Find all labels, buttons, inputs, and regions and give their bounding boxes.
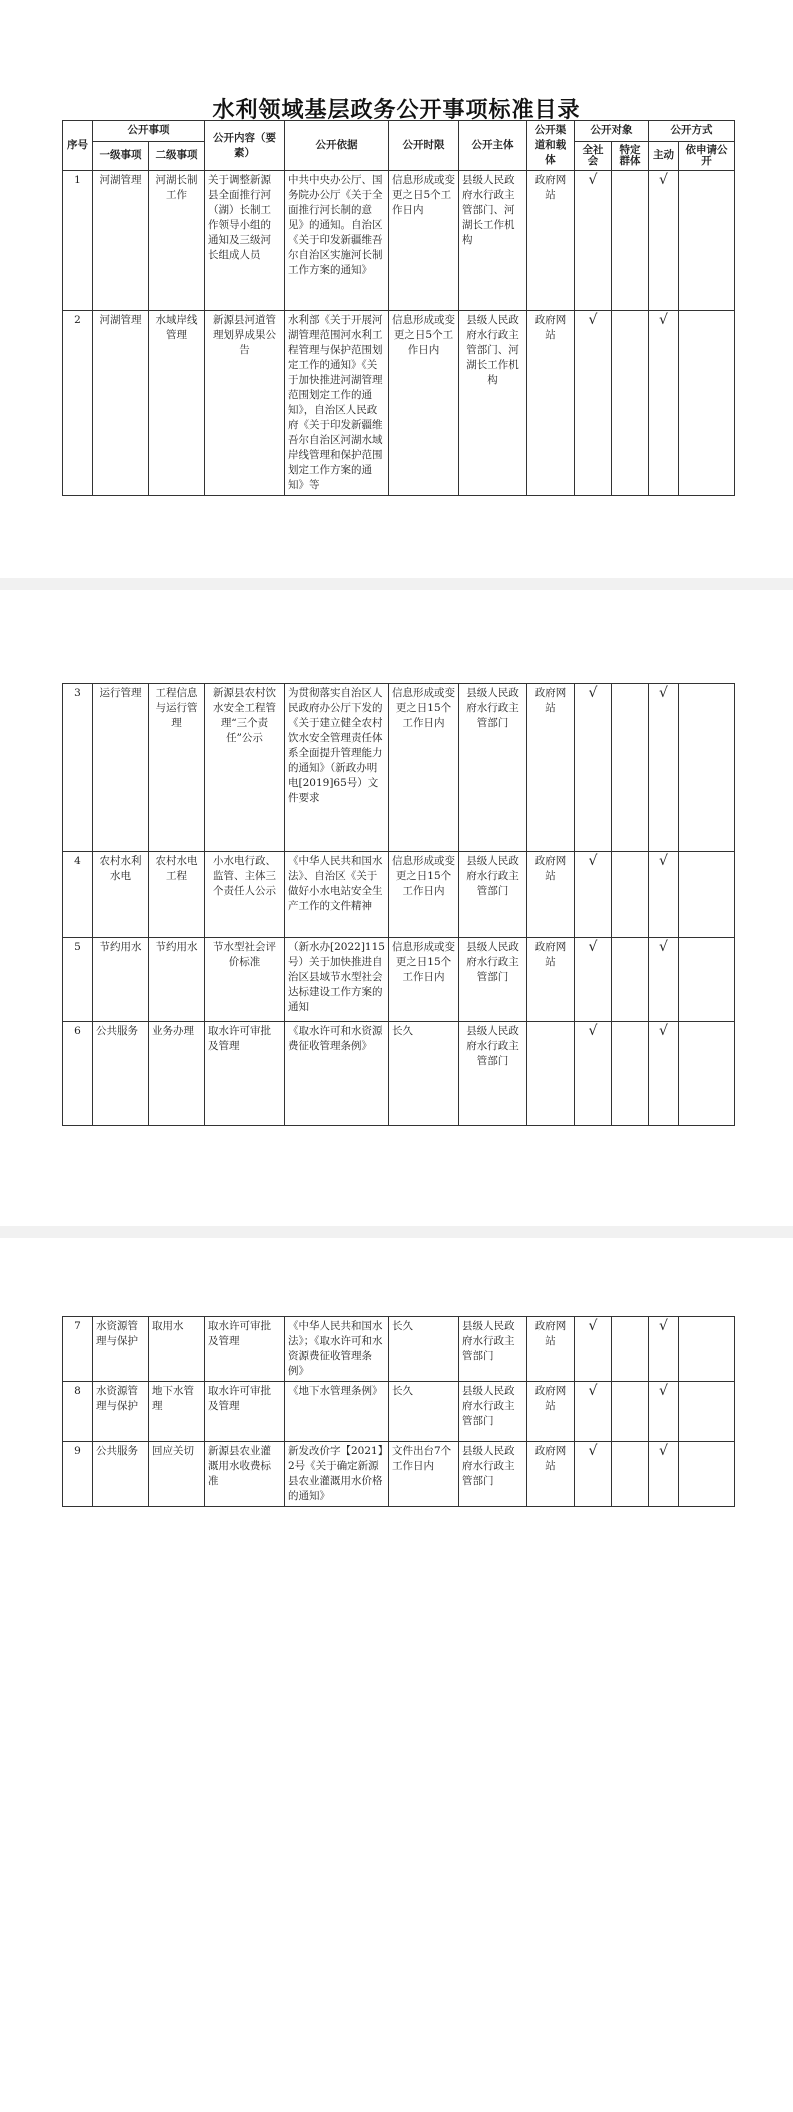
row-channel: 政府网站	[527, 1442, 575, 1507]
row-basis: 中共中央办公厅、国务院办公厅《关于全面推行河长制的意见》的通知。自治区《关于印发新疆维吾尔自治区实施河长制工作方案的通知》	[285, 171, 389, 311]
row-basis: 新发改价字【2021】2号《关于确定新源县农业灌溉用水价格的通知》	[285, 1442, 389, 1507]
row-target-specific-check	[612, 852, 649, 938]
row-level1: 水资源管理与保护	[93, 1382, 149, 1442]
row-method-request-check	[679, 852, 735, 938]
row-target-all-check: √	[575, 938, 612, 1022]
row-channel: 政府网站	[527, 1317, 575, 1382]
row-target-specific-check	[612, 684, 649, 852]
row-level1: 运行管理	[93, 684, 149, 852]
header-basis: 公开依据	[285, 121, 389, 171]
row-basis: （新水办[2022]115号）关于加快推进自治区县域节水型社会达标建设工作方案的通知	[285, 938, 389, 1022]
row-channel: 政府网站	[527, 171, 575, 311]
row-content: 节水型社会评价标准	[205, 938, 285, 1022]
row-method-active-check: √	[649, 311, 679, 496]
row-seq: 7	[63, 1317, 93, 1382]
row-level1: 公共服务	[93, 1442, 149, 1507]
row-target-all-check: √	[575, 1442, 612, 1507]
row-level2: 水域岸线管理	[149, 311, 205, 496]
row-seq: 8	[63, 1382, 93, 1442]
row-method-request-check	[679, 1022, 735, 1126]
row-target-all-check: √	[575, 684, 612, 852]
row-subject: 县级人民政府水行政主管部门	[459, 1022, 527, 1126]
catalog-table-part-1	[62, 120, 735, 496]
row-target-specific-check	[612, 1442, 649, 1507]
row-target-specific-check	[612, 1022, 649, 1126]
row-seq: 5	[63, 938, 93, 1022]
table-row	[63, 1442, 735, 1507]
header-seq: 序号	[63, 121, 93, 171]
row-subject: 县级人民政府水行政主管部门	[459, 1442, 527, 1507]
row-level2: 工程信息与运行管理	[149, 684, 205, 852]
header-level1: 一级事项	[93, 141, 149, 170]
row-basis: 《取水许可和水资源费征收管理条例》	[285, 1022, 389, 1126]
row-target-all-check: √	[575, 852, 612, 938]
row-subject: 县级人民政府水行政主管部门	[459, 684, 527, 852]
row-level2: 河湖长制工作	[149, 171, 205, 311]
header-method-request: 依申请公开	[679, 141, 735, 170]
row-subject: 县级人民政府水行政主管部门、河湖长工作机构	[459, 311, 527, 496]
row-method-active-check: √	[649, 684, 679, 852]
row-level2: 地下水管理	[149, 1382, 205, 1442]
row-timing: 信息形成或变更之日5个工作日内	[389, 171, 459, 311]
document-title: 水利领域基层政务公开事项标准目录	[212, 97, 581, 123]
header-target: 公开对象	[575, 121, 649, 142]
row-level1: 河湖管理	[93, 171, 149, 311]
row-level2: 农村水电工程	[149, 852, 205, 938]
row-target-all-check: √	[575, 1317, 612, 1382]
row-basis: 《地下水管理条例》	[285, 1382, 389, 1442]
row-level2: 节约用水	[149, 938, 205, 1022]
row-channel: 政府网站	[527, 311, 575, 496]
row-level1: 河湖管理	[93, 311, 149, 496]
table-row	[63, 938, 735, 1022]
row-target-specific-check	[612, 311, 649, 496]
row-timing: 信息形成或变更之日5个工作日内	[389, 311, 459, 496]
row-method-active-check: √	[649, 938, 679, 1022]
row-target-specific-check	[612, 938, 649, 1022]
row-channel	[527, 1022, 575, 1126]
row-content: 新源县农业灌溉用水收费标准	[205, 1442, 285, 1507]
row-content: 关于调整新源县全面推行河（湖）长制工作领导小组的通知及三级河长组成人员	[205, 171, 285, 311]
row-method-active-check: √	[649, 1382, 679, 1442]
header-method: 公开方式	[649, 121, 735, 142]
table-row	[63, 171, 735, 311]
row-level2: 取用水	[149, 1317, 205, 1382]
row-timing: 信息形成或变更之日15个工作日内	[389, 684, 459, 852]
header-timing: 公开时限	[389, 121, 459, 171]
row-timing: 长久	[389, 1022, 459, 1126]
row-method-active-check: √	[649, 852, 679, 938]
row-target-specific-check	[612, 1382, 649, 1442]
row-method-request-check	[679, 1317, 735, 1382]
row-subject: 县级人民政府水行政主管部门	[459, 1382, 527, 1442]
table-row	[63, 1317, 735, 1382]
header-content: 公开内容（要素）	[205, 121, 285, 171]
row-basis: 水利部《关于开展河湖管理范围河水利工程管理与保护范围划定工作的通知》《关于加快推进河湖管理范围划定工作的通知》，自治区人民政府《关于印发新疆维吾尔自治区河湖水域岸线管理和保护范围划定工作方案的通知》等	[285, 311, 389, 496]
row-channel: 政府网站	[527, 852, 575, 938]
row-method-active-check: √	[649, 1317, 679, 1382]
row-method-request-check	[679, 171, 735, 311]
row-seq: 6	[63, 1022, 93, 1126]
header-channel: 公开渠道和载体	[527, 121, 575, 171]
catalog-table-part-2	[62, 683, 735, 1126]
row-level1: 水资源管理与保护	[93, 1317, 149, 1382]
row-level2: 回应关切	[149, 1442, 205, 1507]
row-level2: 业务办理	[149, 1022, 205, 1126]
header-target-specific: 特定群体	[612, 141, 649, 170]
header-level2: 二级事项	[149, 141, 205, 170]
row-timing: 长久	[389, 1382, 459, 1442]
row-method-request-check	[679, 1442, 735, 1507]
row-channel: 政府网站	[527, 938, 575, 1022]
table-row	[63, 852, 735, 938]
catalog-table-part-3	[62, 1316, 735, 1507]
row-seq: 3	[63, 684, 93, 852]
header-method-active: 主动	[649, 141, 679, 170]
row-subject: 县级人民政府水行政主管部门	[459, 1317, 527, 1382]
row-content: 小水电行政、监管、主体三个责任人公示	[205, 852, 285, 938]
row-basis: 为贯彻落实自治区人民政府办公厅下发的《关于建立健全农村饮水安全管理责任体系全面提升管理能力的通知》（新政办明电[2019]65号）文件要求	[285, 684, 389, 852]
row-subject: 县级人民政府水行政主管部门	[459, 852, 527, 938]
table-row	[63, 1022, 735, 1126]
header-matter: 公开事项	[93, 121, 205, 142]
row-method-request-check	[679, 684, 735, 852]
header-target-all: 全社会	[575, 141, 612, 170]
row-content: 取水许可审批及管理	[205, 1022, 285, 1126]
row-subject: 县级人民政府水行政主管部门	[459, 938, 527, 1022]
row-channel: 政府网站	[527, 684, 575, 852]
row-method-request-check	[679, 311, 735, 496]
row-level1: 节约用水	[93, 938, 149, 1022]
row-content: 新源县河道管理划界成果公告	[205, 311, 285, 496]
table-row	[63, 1382, 735, 1442]
row-content: 新源县农村饮水安全工程管理“三个责任”公示	[205, 684, 285, 852]
row-level1: 公共服务	[93, 1022, 149, 1126]
row-method-request-check	[679, 1382, 735, 1442]
row-method-active-check: √	[649, 1022, 679, 1126]
row-target-all-check: √	[575, 1382, 612, 1442]
table-row	[63, 311, 735, 496]
row-seq: 9	[63, 1442, 93, 1507]
row-target-specific-check	[612, 1317, 649, 1382]
row-channel: 政府网站	[527, 1382, 575, 1442]
row-basis: 《中华人民共和国水法》；《取水许可和水资源费征收管理条例》	[285, 1317, 389, 1382]
row-content: 取水许可审批及管理	[205, 1317, 285, 1382]
row-target-all-check: √	[575, 1022, 612, 1126]
header-subject: 公开主体	[459, 121, 527, 171]
row-seq: 1	[63, 171, 93, 311]
row-target-all-check: √	[575, 171, 612, 311]
row-level1: 农村水利水电	[93, 852, 149, 938]
row-method-active-check: √	[649, 1442, 679, 1507]
row-target-all-check: √	[575, 311, 612, 496]
row-timing: 信息形成或变更之日15个工作日内	[389, 852, 459, 938]
row-seq: 4	[63, 852, 93, 938]
row-method-active-check: √	[649, 171, 679, 311]
table-row	[63, 684, 735, 852]
row-timing: 长久	[389, 1317, 459, 1382]
row-seq: 2	[63, 311, 93, 496]
row-method-request-check	[679, 938, 735, 1022]
row-target-specific-check	[612, 171, 649, 311]
row-timing: 文件出台7个工作日内	[389, 1442, 459, 1507]
row-basis: 《中华人民共和国水法》、自治区《关于做好小水电站安全生产工作的文件精神	[285, 852, 389, 938]
row-content: 取水许可审批及管理	[205, 1382, 285, 1442]
row-timing: 信息形成或变更之日15个工作日内	[389, 938, 459, 1022]
row-subject: 县级人民政府水行政主管部门、河湖长工作机构	[459, 171, 527, 311]
